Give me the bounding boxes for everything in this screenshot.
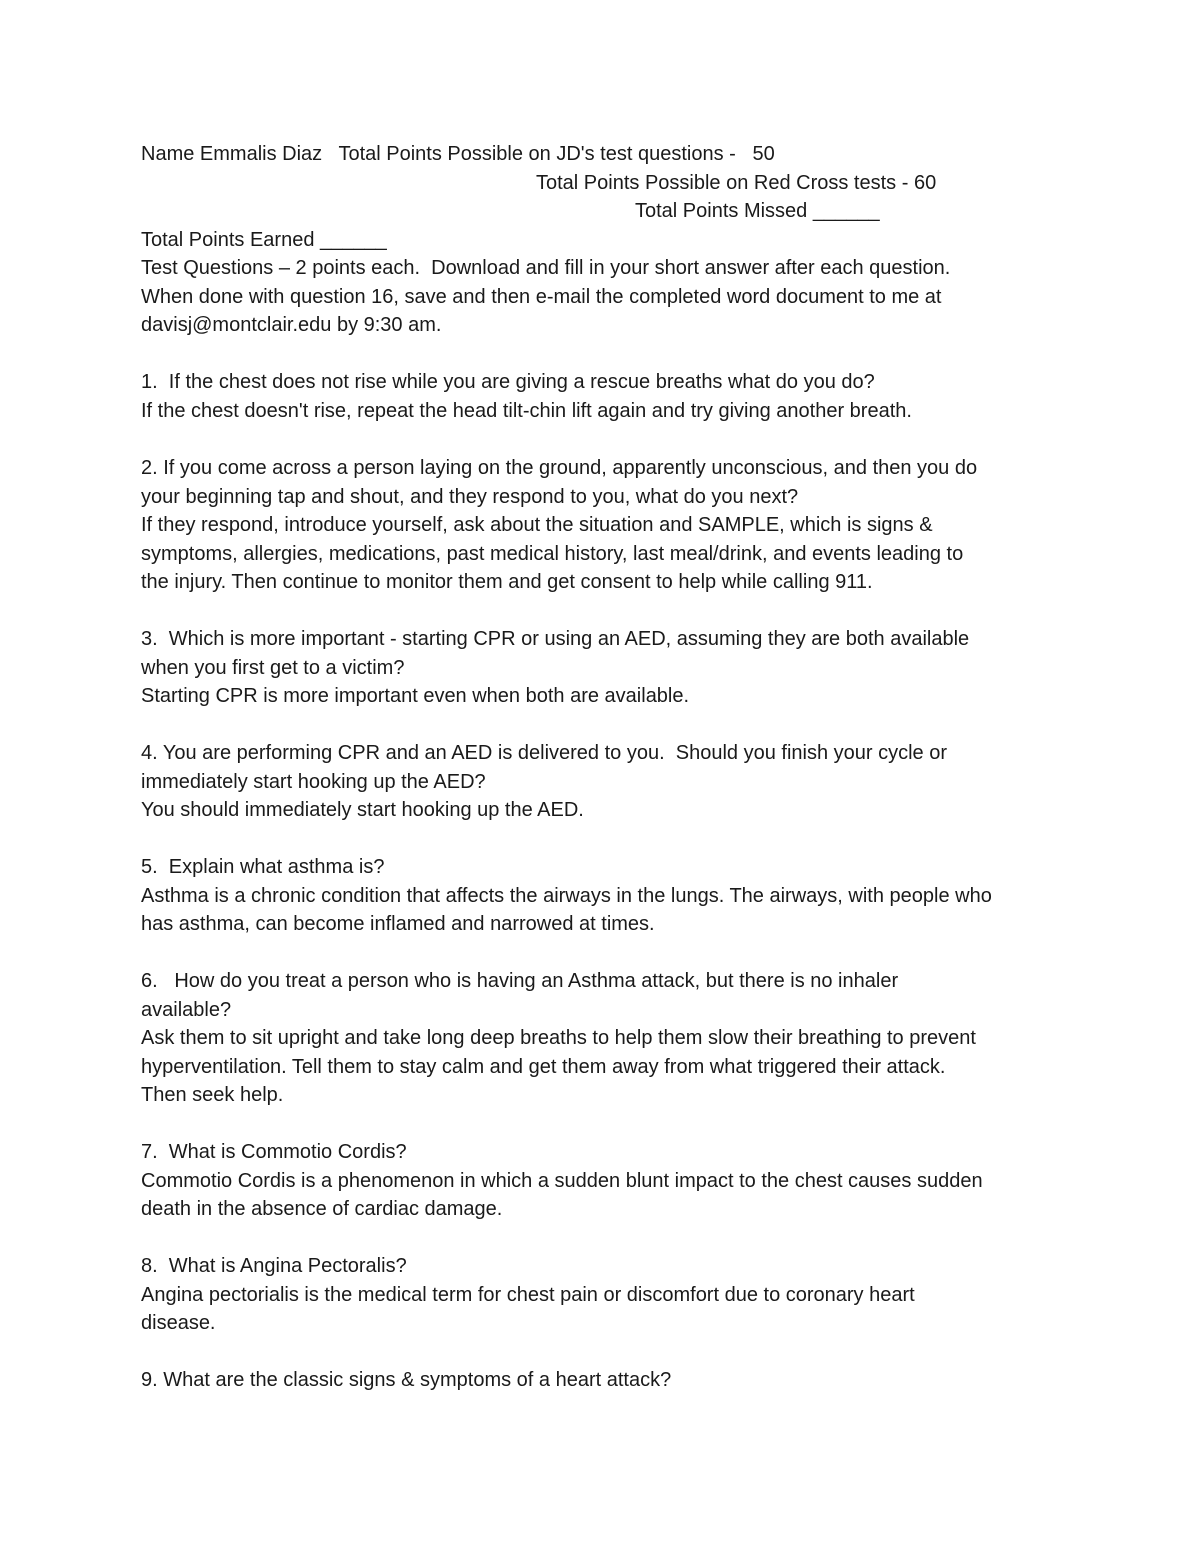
- instructions-line: Test Questions – 2 points each. Download and fill in your short answer after each question.: [141, 257, 951, 279]
- points-earned-line: Total Points Earned ______: [141, 229, 387, 251]
- question-text: 9. What are the classic signs & symptoms of a heart attack?: [141, 1369, 672, 1391]
- answer-text: Asthma is a chronic condition that affects the airways in the lungs. The airways, with people who: [141, 885, 992, 907]
- answer-text: If they respond, introduce yourself, ask about the situation and SAMPLE, which is signs &: [141, 514, 933, 536]
- question-text: when you first get to a victim?: [141, 657, 405, 679]
- question-text: 4. You are performing CPR and an AED is delivered to you. Should you finish your cycle or: [141, 742, 948, 764]
- question-text: 7. What is Commotio Cordis?: [141, 1141, 407, 1163]
- answer-text: death in the absence of cardiac damage.: [141, 1198, 503, 1220]
- instructions-line: davisj@montclair.edu by 9:30 am.: [141, 314, 442, 336]
- answer-text: hyperventilation. Tell them to stay calm and get them away from what triggered their attack.: [141, 1056, 946, 1078]
- answer-text: Commotio Cordis is a phenomenon in which a sudden blunt impact to the chest causes sudden: [141, 1170, 983, 1192]
- answer-text: symptoms, allergies, medications, past medical history, last meal/drink, and events leading to: [141, 543, 964, 565]
- points-missed-line: Total Points Missed ______: [635, 200, 880, 222]
- red-cross-points-line: Total Points Possible on Red Cross tests - 60: [536, 172, 937, 194]
- answer-text: Then seek help.: [141, 1084, 284, 1106]
- question-text: 2. If you come across a person laying on the ground, apparently unconscious, and then you do: [141, 457, 978, 479]
- answer-text: If the chest doesn't rise, repeat the head tilt-chin lift again and try giving another breath.: [141, 400, 912, 422]
- question-text: 1. If the chest does not rise while you are giving a rescue breaths what do you do?: [141, 371, 875, 393]
- question-text: 6. How do you treat a person who is having an Asthma attack, but there is no inhaler: [141, 970, 899, 992]
- answer-text: the injury. Then continue to monitor them and get consent to help while calling 911.: [141, 571, 873, 593]
- question-text: available?: [141, 999, 232, 1021]
- instructions-line: When done with question 16, save and then e-mail the completed word document to me at: [141, 286, 942, 308]
- name-and-jd-points-line: Name Emmalis Diaz Total Points Possible on JD's test questions - 50: [141, 143, 775, 165]
- question-text: 5. Explain what asthma is?: [141, 856, 385, 878]
- answer-text: Angina pectorialis is the medical term for chest pain or discomfort due to coronary heart: [141, 1284, 915, 1306]
- answer-text: Ask them to sit upright and take long deep breaths to help them slow their breathing to prevent: [141, 1027, 976, 1049]
- question-text: immediately start hooking up the AED?: [141, 771, 486, 793]
- question-text: 3. Which is more important - starting CPR or using an AED, assuming they are both available: [141, 628, 970, 650]
- question-text: 8. What is Angina Pectoralis?: [141, 1255, 407, 1277]
- answer-text: You should immediately start hooking up the AED.: [141, 799, 584, 821]
- answer-text: has asthma, can become inflamed and narrowed at times.: [141, 913, 655, 935]
- question-text: your beginning tap and shout, and they respond to you, what do you next?: [141, 486, 799, 508]
- answer-text: Starting CPR is more important even when both are available.: [141, 685, 690, 707]
- answer-text: disease.: [141, 1312, 216, 1334]
